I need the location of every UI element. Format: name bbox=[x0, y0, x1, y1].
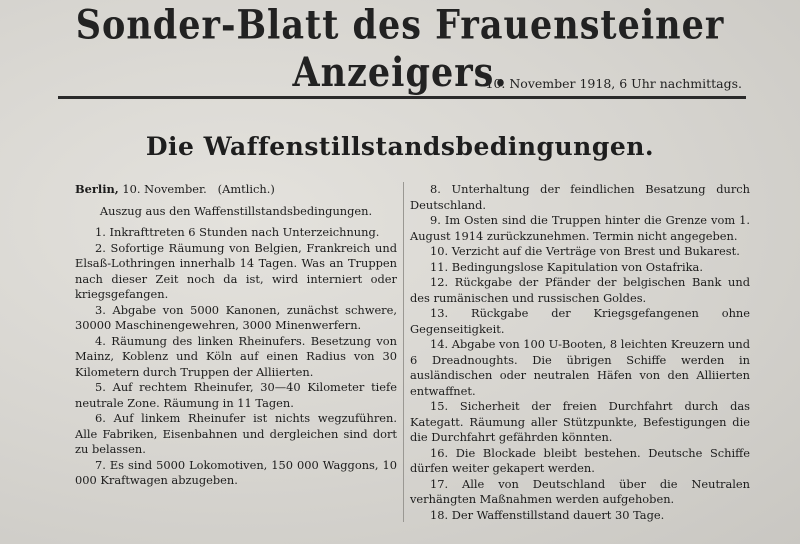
intro-summary: Auszug aus den Waffenstillstandsbedingungen. bbox=[99, 203, 373, 218]
condition-item: 1. Inkrafttreten 6 Stunden nach Unterzeichnung. bbox=[95, 225, 380, 239]
condition-item: 17. Alle von Deutschland über die Neutralen verhängten Maßnahmen werden aufgehoben. bbox=[410, 476, 750, 506]
condition-item: 4. Räumung des linken Rheinufers. Besetzung von Mainz, Koblenz und Köln auf einen Radius von 30 Kilometern durch Truppen der Alliierten. bbox=[75, 333, 397, 379]
condition-item: 6. Auf linkem Rheinufer ist nichts wegzuführen. Alle Fabriken, Eisenbahnen und dergleichen sind dort zu belassen. bbox=[75, 411, 397, 456]
intro-source: (Amtlich.) bbox=[217, 182, 275, 196]
condition-item: 5. Auf rechtem Rheinufer, 30—40 Kilometer tiefe neutrale Zone. Räumung in 11 Tagen. bbox=[75, 380, 397, 410]
intro-date: 10. November. bbox=[122, 182, 207, 196]
condition-item: 3. Abgabe von 5000 Kanonen, zunächst schwere, 30000 Maschinengewehren, 3000 Minenwerfern. bbox=[75, 302, 397, 332]
masthead-rule bbox=[58, 96, 746, 99]
condition-item: 15. Sicherheit der freien Durchfahrt durch das Kategatt. Räumung aller Stützpunkte, Befestigungen die die Durchfahrt gefährden könnten. bbox=[410, 399, 750, 444]
column-left bbox=[75, 182, 397, 489]
column-divider bbox=[403, 182, 404, 522]
condition-item: 16. Die Blockade bleibt bestehen. Deutsche Schiffe dürfen weiter gekapert werden. bbox=[410, 445, 750, 475]
intro-line bbox=[75, 182, 397, 198]
condition-item: 11. Bedingungslose Kapitulation von Ostafrika. bbox=[430, 259, 703, 274]
intro-place: Berlin, bbox=[75, 182, 119, 196]
dateline: 10. November 1918, 6 Uhr nachmittags. bbox=[485, 76, 742, 91]
condition-item: 10. Verzicht auf die Verträge von Brest und Bukarest. bbox=[430, 244, 740, 258]
condition-item: 8. Unterhaltung der feindlichen Besatzung durch Deutschland. bbox=[410, 182, 750, 212]
column-right bbox=[410, 182, 750, 523]
condition-item: 13. Rückgabe der Kriegsgefangenen ohne Gegenseitigkeit. bbox=[410, 306, 750, 336]
condition-item: 9. Im Osten sind die Truppen hinter die Grenze vom 1. August 1914 zurückzunehmen. Termin nicht angegeben. bbox=[410, 213, 750, 243]
condition-item: 7. Es sind 5000 Lokomotiven, 150 000 Waggons, 10 000 Kraftwagen abzugeben. bbox=[75, 457, 397, 487]
condition-item: 2. Sofortige Räumung von Belgien, Frankreich und Elsaß-Lothringen innerhalb 14 Tagen. Was an Truppen nach dieser Zeit noch da ist, wird interniert oder kriegsgefangen. bbox=[75, 240, 397, 301]
condition-item: 12. Rückgabe der Pfänder der belgischen Bank und des rumänischen und russischen Goldes. bbox=[410, 275, 750, 305]
headline: Die Waffenstillstandsbedingungen. bbox=[145, 132, 655, 161]
condition-item: 18. Der Waffenstillstand dauert 30 Tage. bbox=[430, 507, 665, 522]
masthead-title: Sonder-Blatt des Frauensteiner Anzeigers. bbox=[75, 1, 725, 97]
condition-item: 14. Abgabe von 100 U-Booten, 8 leichten Kreuzern und 6 Dreadnoughts. Die übrigen Schiffe werden in ausländischen oder neutralen Häfen von den Alliierten entwaffnet. bbox=[410, 337, 750, 398]
